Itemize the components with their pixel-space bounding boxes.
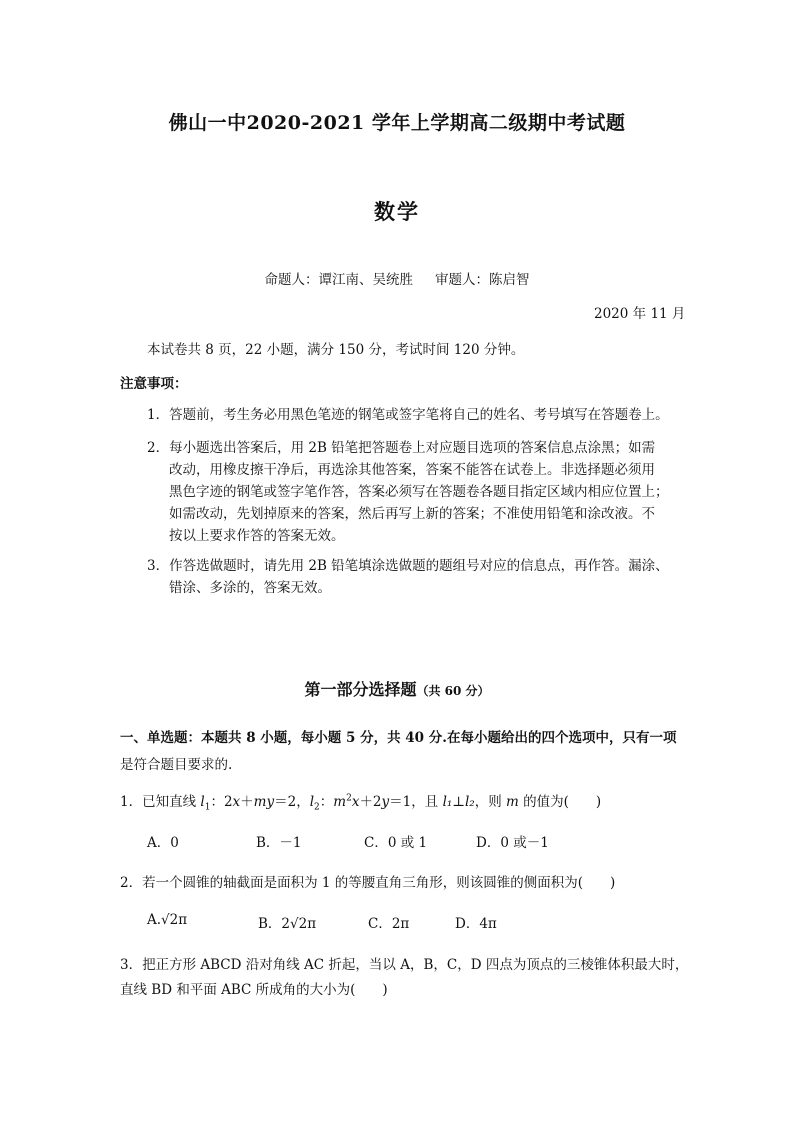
- exam-date: 2020 年 11 月: [594, 306, 686, 322]
- q1-y: y: [381, 794, 390, 810]
- instruction-part-b: 四个选项中: [541, 730, 609, 746]
- question-text: 若一个圆锥的轴截面是面积为 1 的等腰直角三角形，则该圆锥的侧面积为( ): [142, 875, 616, 891]
- q1-text: 已知直线: [142, 794, 201, 810]
- note-line: 黑色字迹的钢笔或签字笔作答，答案必须写在答题卷各题目指定区域内相应位置上；: [169, 484, 669, 500]
- q1-text: 的值为( ): [518, 794, 602, 810]
- single-choice-instructions-line2: 是符合题目要求的.: [120, 757, 233, 773]
- q1-my: my: [253, 794, 275, 810]
- q1-text: ＝1，且: [389, 794, 443, 810]
- q1-option-a: A．0: [147, 835, 179, 851]
- q1-text: ＋2: [359, 794, 382, 810]
- note-item-1: [147, 404, 669, 426]
- q1-sub1: 1: [204, 802, 211, 813]
- q1-option-b: B．－1: [256, 835, 302, 851]
- exam-intro: 本试卷共 8 页，22 小题，满分 150 分，考试时间 120 分钟。: [147, 342, 525, 358]
- section-title: 第一部分选择题: [304, 680, 417, 699]
- note-line: 如需改动，先划掉原来的答案，然后再写上新的答案；不准使用铅笔和涂改液。不: [169, 506, 655, 522]
- notes-heading: 注意事项：: [120, 376, 188, 392]
- note-line: 作答选做题时，请先用 2B 铅笔填涂选做题的题组号对应的信息点，再作答。漏涂、: [169, 558, 669, 574]
- note-item-3: [147, 555, 669, 599]
- section-heading: [0, 677, 794, 700]
- q1-sup2: 2: [346, 793, 352, 804]
- question-3: [120, 953, 688, 973]
- q1-m: m: [506, 794, 519, 810]
- q2-option-d: D．4π: [455, 916, 497, 932]
- question-number: 2．: [120, 875, 143, 891]
- subject-title: 数学: [374, 199, 420, 224]
- q1-x: x: [351, 794, 360, 810]
- q1-m: m: [333, 794, 347, 810]
- q1-x: x: [232, 794, 241, 810]
- question-number: 3．: [120, 957, 143, 973]
- q2-option-b: B．2√2π: [258, 916, 317, 932]
- note-line: 错涂、多涂的，答案无效。: [169, 580, 331, 596]
- q2-option-a: A.√2π: [147, 912, 188, 928]
- note-number: 2．: [147, 440, 170, 456]
- q1-l2: l: [309, 794, 315, 810]
- q2-option-c: C．2π: [368, 916, 410, 932]
- q1-option-c: C．0 或 1: [364, 835, 428, 851]
- q1-text: ：2: [210, 794, 233, 810]
- note-line: 改动，用橡皮擦干净后，再选涂其他答案，答案不能答在试卷上。非选择题必须用: [169, 462, 655, 478]
- note-line: 按以上要求作答的答案无效。: [169, 528, 345, 544]
- q1-text: ：: [319, 794, 334, 810]
- question-number: 1．: [120, 794, 143, 810]
- reviewer-label: 审题人：陈启智: [435, 272, 530, 288]
- note-line: 每小题选出答案后，用 2B 铅笔把答题卷上对应题目选项的答案信息点涂黑；如需: [169, 440, 656, 456]
- q1-sub2: 2: [314, 802, 320, 813]
- q1-perpendicular: l₁⊥l₂: [442, 794, 475, 810]
- q1-text: ＝2，: [274, 794, 310, 810]
- question-3-line2: 直线 BD 和平面 ABC 所成角的大小为( ): [120, 982, 388, 998]
- instruction-part-c: ，只有一项: [608, 730, 677, 746]
- note-number: 1．: [147, 407, 170, 423]
- author-line: [0, 268, 794, 288]
- note-line: 答题前，考生务必用黑色笔迹的钢笔或签字笔将自己的姓名、考号填写在答题卷上。: [169, 407, 669, 423]
- q1-text: ，则: [474, 794, 507, 810]
- authors-label: 命题人：谭江南、吴统胜: [264, 272, 413, 288]
- q1-text: ＋: [240, 794, 254, 810]
- single-choice-instructions: [120, 726, 676, 746]
- instruction-part-a: 一、单选题：本题共 8 小题，每小题 5 分，共 40 分.在每小题给出的: [120, 730, 542, 746]
- question-text: 把正方形 ABCD 沿对角线 AC 折起，当以 A，B，C，D 四点为顶点的三棱锥体积最大时，: [142, 957, 689, 973]
- note-number: 3．: [147, 558, 170, 574]
- section-score: （共 60 分）: [416, 684, 490, 698]
- q1-option-d: D．0 或－1: [476, 835, 549, 851]
- note-item-2: [147, 437, 669, 547]
- question-2: [120, 871, 615, 891]
- q1-l1: l: [200, 794, 205, 810]
- exam-title: 佛山一中2020-2021 学年上学期高二级期中考试题: [168, 112, 626, 134]
- question-1: [120, 790, 601, 813]
